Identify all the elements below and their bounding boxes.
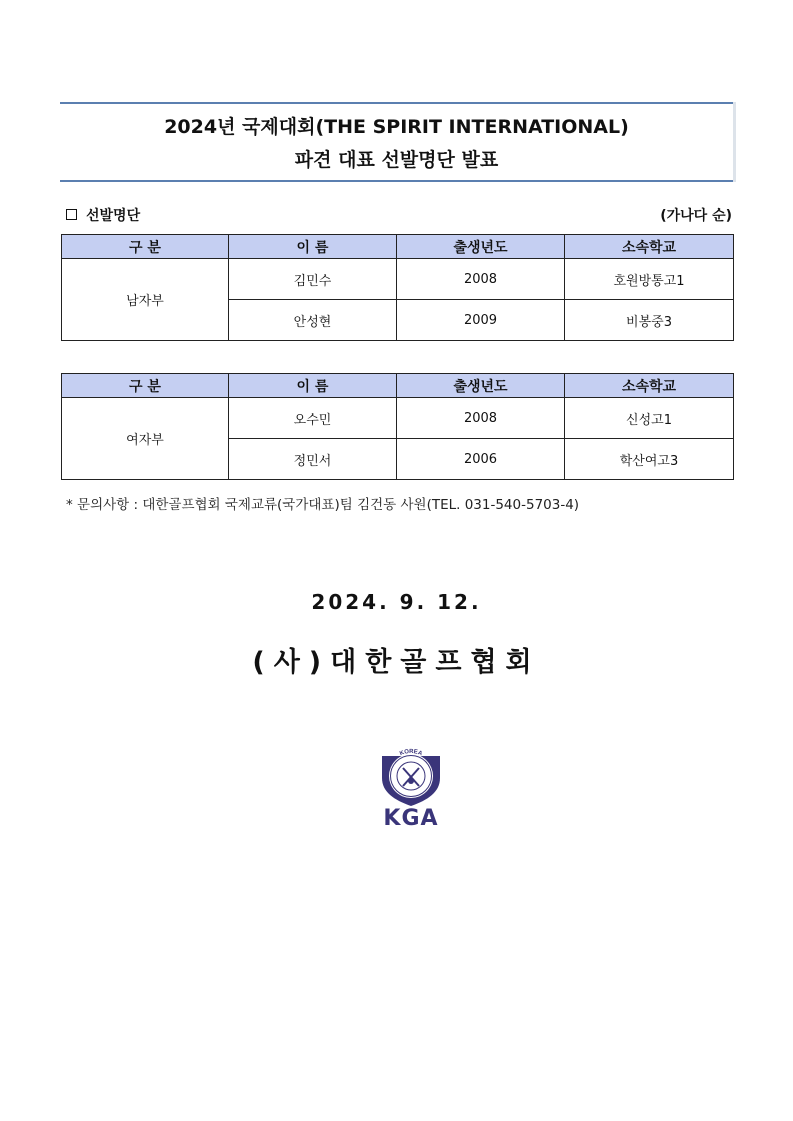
header-name: 이 름 [229, 374, 397, 398]
name-cell: 김민수 [229, 259, 397, 300]
school-cell: 호원방통고1 [565, 259, 734, 300]
sort-order-note: (가나다 순) [660, 208, 732, 224]
name-cell: 정민서 [229, 439, 397, 480]
header-division: 구 분 [62, 374, 229, 398]
document-title: 2024년 국제대회(THE SPIRIT INTERNATIONAL) [164, 116, 629, 138]
header-division: 구 분 [62, 235, 229, 259]
birth-year-cell: 2009 [397, 300, 565, 341]
organization-name: (사)대한골프협회 [252, 647, 541, 678]
kga-logo-text: KGA [383, 806, 439, 831]
issue-date: 2024. 9. 12. [311, 590, 482, 614]
name-cell: 오수민 [229, 398, 397, 439]
square-bullet-icon [66, 209, 77, 220]
header-school: 소속학교 [565, 374, 734, 398]
table-header-row [62, 374, 734, 398]
school-cell: 신성고1 [565, 398, 734, 439]
section-heading-label: 선발명단 [86, 208, 141, 224]
header-birth-year: 출생년도 [397, 235, 565, 259]
womens-roster-table [61, 373, 734, 480]
header-name: 이 름 [229, 235, 397, 259]
header-school: 소속학교 [565, 235, 734, 259]
table-header-row [62, 235, 734, 259]
title-box [60, 102, 733, 182]
logo-ring-top-text: KOREA [398, 748, 424, 758]
school-cell: 학산여고3 [565, 439, 734, 480]
table-row [62, 259, 734, 300]
mens-roster-table [61, 234, 734, 341]
header-birth-year: 출생년도 [397, 374, 565, 398]
birth-year-cell: 2008 [397, 398, 565, 439]
section-heading [66, 205, 732, 225]
table-row [62, 398, 734, 439]
division-cell: 여자부 [62, 398, 229, 480]
birth-year-cell: 2008 [397, 259, 565, 300]
document-subtitle: 파견 대표 선발명단 발표 [294, 149, 499, 171]
logo-ring-bottom-text: GOLF ASSOCIATION [390, 790, 432, 805]
birth-year-cell: 2006 [397, 439, 565, 480]
name-cell: 안성현 [229, 300, 397, 341]
contact-note: * 문의사항 : 대한골프협회 국제교류(국가대표)팀 김건동 사원(TEL. 031-540-5703-4) [66, 497, 580, 513]
division-cell: 남자부 [62, 259, 229, 341]
school-cell: 비봉중3 [565, 300, 734, 341]
